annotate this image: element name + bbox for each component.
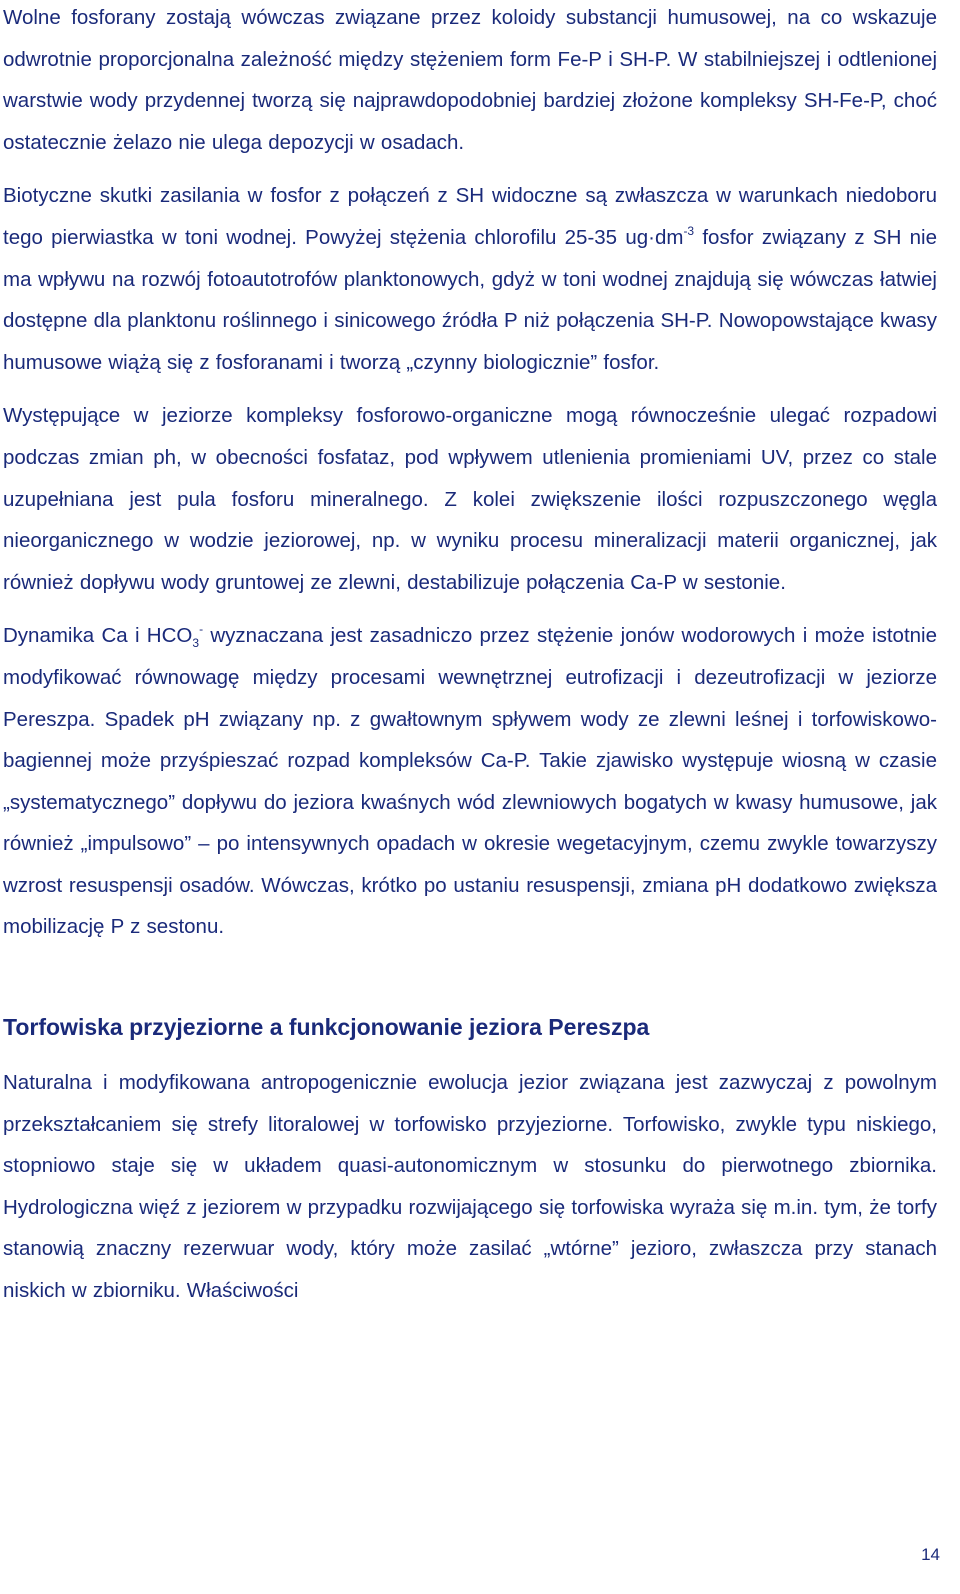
paragraph-phosphorus-complexes: Występujące w jeziorze kompleksy fosforowo-organiczne mogą równocześnie ulegać rozpadowi podczas zmian ph, w obecności fosfataz, pod wpływem utlenienia promieniami UV, przez co stale uzupełniana jest pula fosforu mineralnego. Z kolei zwiększenie ilości rozpuszczonego węgla nieorganicznego w wodzie jeziorowej, np. w wyniku procesu mineralizacji materii organicznej, jak również dopływu wody gruntowej ze zlewni, destabilizuje połączenia Ca-P w sestonie. xyxy=(3,404,937,594)
paragraph-ca-dynamics-part-a: Dynamika Ca i HCO xyxy=(3,624,193,648)
paragraph-biotic-effects xyxy=(3,175,937,383)
page-number: 14 xyxy=(921,1545,940,1564)
paragraph-biotic-effects-part-a: Biotyczne skutki zasilania w fosfor z połączeń z SH widoczne są zwłaszcza w warunkach niedoboru tego pierwiastka w toni wodnej. Powyżej stężenia chlorofilu 25-35 ug·dm xyxy=(3,184,937,249)
formula-superscript: - xyxy=(199,622,204,637)
formula-subscript: 3 xyxy=(192,635,200,650)
unit-exponent: -3 xyxy=(683,223,695,238)
paragraph-ca-dynamics-part-b: wyznaczana jest zasadniczo przez stężenie jonów wodorowych i może istotnie modyfikować równowagę między procesami wewnętrznej eutrofizacji i dezeutrofizacji w jeziorze Pereszpa. Spadek pH związany np. z gwałtownym spływem wody ze zlewni leśnej i torfowiskowo-bagiennej może przyśpieszać rozpad kompleksów Ca-P. Takie zjawisko występuje wiosną w czasie „systematycznego” dopływu do jeziora kwaśnych wód zlewniowych bogatych w kwasy humusowe, jak również „impulsowo” – po intensywnych opadach w okresie wegetacyjnym, czemu zwykle towarzyszy wzrost resuspensji osadów. Wówczas, krótko po ustaniu resuspensji, zmiana pH dodatkowo zwiększa mobilizację P z sestonu. xyxy=(3,624,937,939)
section-heading: Torfowiska przyjeziorne a funkcjonowanie jeziora Pereszpa xyxy=(3,1014,650,1041)
paragraph-peatlands: Naturalna i modyfikowana antropogenicznie ewolucja jezior związana jest zazwyczaj z powolnym przekształcaniem się strefy litoralowej w torfowisko przyjeziorne. Torfowisko, zwykle typu niskiego, stopniowo staje się w układem quasi-autonomicznym w stosunku do pierwotnego zbiornika. Hydrologiczna więź z jeziorem w przypadku rozwijającego się torfowiska wyraża się m.in. tym, że torfy stanowią znaczny rezerwuar wody, który może zasilać „wtórne” jezioro, zwłaszcza przy stanach niskich w zbiorniku. Właściwości xyxy=(3,1071,937,1303)
paragraph-humus-binding: Wolne fosforany zostają wówczas związane przez koloidy substancji humusowej, na co wskazuje odwrotnie proporcjonalna zależność między stężeniem form Fe-P i SH-P. W stabilniejszej i odtlenionej warstwie wody przydennej tworzą się najprawdopodobniej bardziej złożone kompleksy SH-Fe-P, choć ostatecznie żelazo nie ulega depozycji w osadach. xyxy=(3,6,937,154)
paragraph-ca-dynamics xyxy=(3,615,937,948)
paragraph-biotic-effects-part-b: fosfor związany z SH nie ma wpływu na rozwój fotoautotrofów planktonowych, gdyż w toni wodnej znajdują się wówczas łatwiej dostępne dla planktonu roślinnego i sinicowego źródła P niż połączenia SH-P. Nowopowstające kwasy humusowe wiążą się z fosforanami i tworzą „czynny biologicznie” fosfor. xyxy=(3,225,937,374)
document-page xyxy=(3,0,937,1312)
